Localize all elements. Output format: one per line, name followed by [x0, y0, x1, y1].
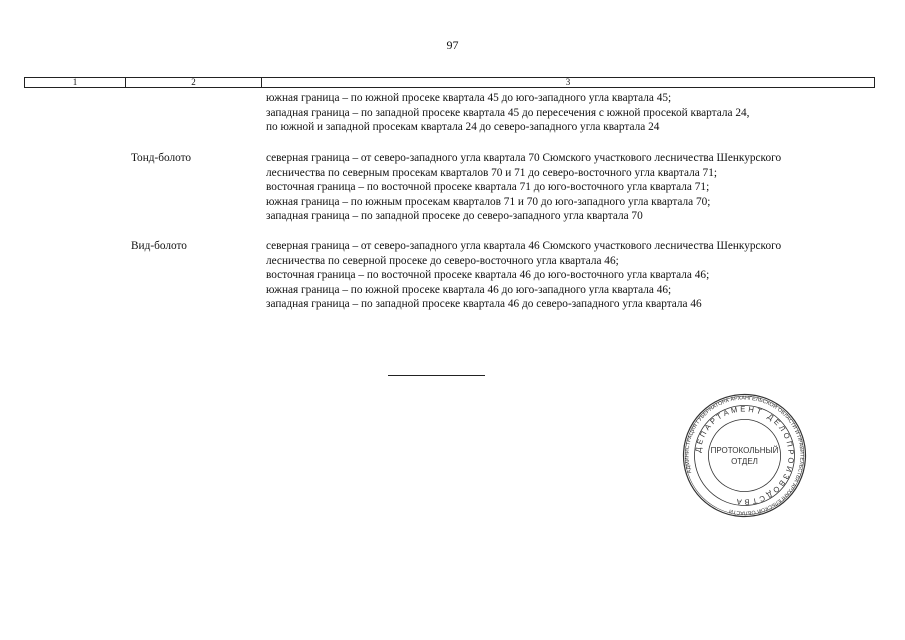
table-header-row: [24, 77, 875, 88]
continued-boundary-text: [266, 91, 749, 135]
boundary-line: южная граница – по южной просеке квартала 45 до юго-западного угла квартала 45;: [266, 92, 672, 104]
boundary-line: по южной и западной просекам квартала 24 до северо-западного угла квартала 24: [266, 121, 660, 134]
boundary-line: южная граница – по южной просеке квартала 46 до юго-западного угла квартала 46;: [266, 283, 672, 296]
area-name-vid-boloto: Вид-болото: [131, 240, 187, 252]
boundary-line: восточная граница – по восточной просеке квартала 46 до юго-восточного угла квартала 46;: [266, 269, 710, 282]
boundary-line: восточная граница – по восточной просеке квартала 71 до юго-восточного угла квартала 71;: [266, 181, 710, 194]
boundary-line: северная граница – от северо-западного угла квартала 46 Сюмского участкового лесничества Шенкурского: [266, 240, 782, 252]
table-header-col-1: 1: [25, 78, 126, 87]
boundary-line: западная граница – по западной просеке квартала 46 до северо-западного угла квартала 46: [266, 298, 702, 311]
boundary-line: лесничества по северным просекам кварталов 70 и 71 до северо-восточного угла квартала 71;: [266, 166, 717, 179]
stamp-center-line-1: ПРОТОКОЛЬНЫЙ: [710, 446, 779, 455]
end-separator-line: [388, 375, 485, 376]
boundary-description-vid-boloto: [266, 239, 781, 312]
boundary-line: северная граница – от северо-западного угла квартала 70 Сюмского участкового лесничества Шенкурского: [266, 152, 782, 164]
table-header-col-2: 2: [126, 78, 262, 87]
stamp-inner-text: ДЕПАРТАМЕНТ ДЕЛОПРОИЗВОДСТВА: [693, 404, 796, 507]
stamp-outer-text: АДМИНИСТРАЦИЯ ГУБЕРНАТОРА АРХАНГЕЛЬСКОЙ ОБЛАСТИ И ПРАВИТЕЛЬСТВА АРХАНГЕЛЬСКОЙ ОБЛАСТИ: [684, 395, 805, 516]
page-number: 97: [446, 38, 459, 52]
boundary-line: лесничества по северной просеке до северо-восточного угла квартала 46;: [266, 254, 619, 267]
stamp-center-line-2: ОТДЕЛ: [731, 457, 758, 466]
area-name-tond-boloto: Тонд-болото: [131, 152, 192, 164]
boundary-line: южная граница – по южным просекам кварталов 71 и 70 до юго-западного угла квартала 70;: [266, 195, 711, 208]
boundary-line: западная граница – по западной просеке до северо-западного угла квартала 70: [266, 210, 643, 223]
boundary-line: западная граница – по западной просеке квартала 45 до пересечения с южной просекой квартала 24,: [266, 106, 750, 119]
table-header-col-3: 3: [565, 77, 571, 87]
boundary-description-tond-boloto: [266, 151, 781, 224]
official-stamp: [682, 393, 807, 518]
